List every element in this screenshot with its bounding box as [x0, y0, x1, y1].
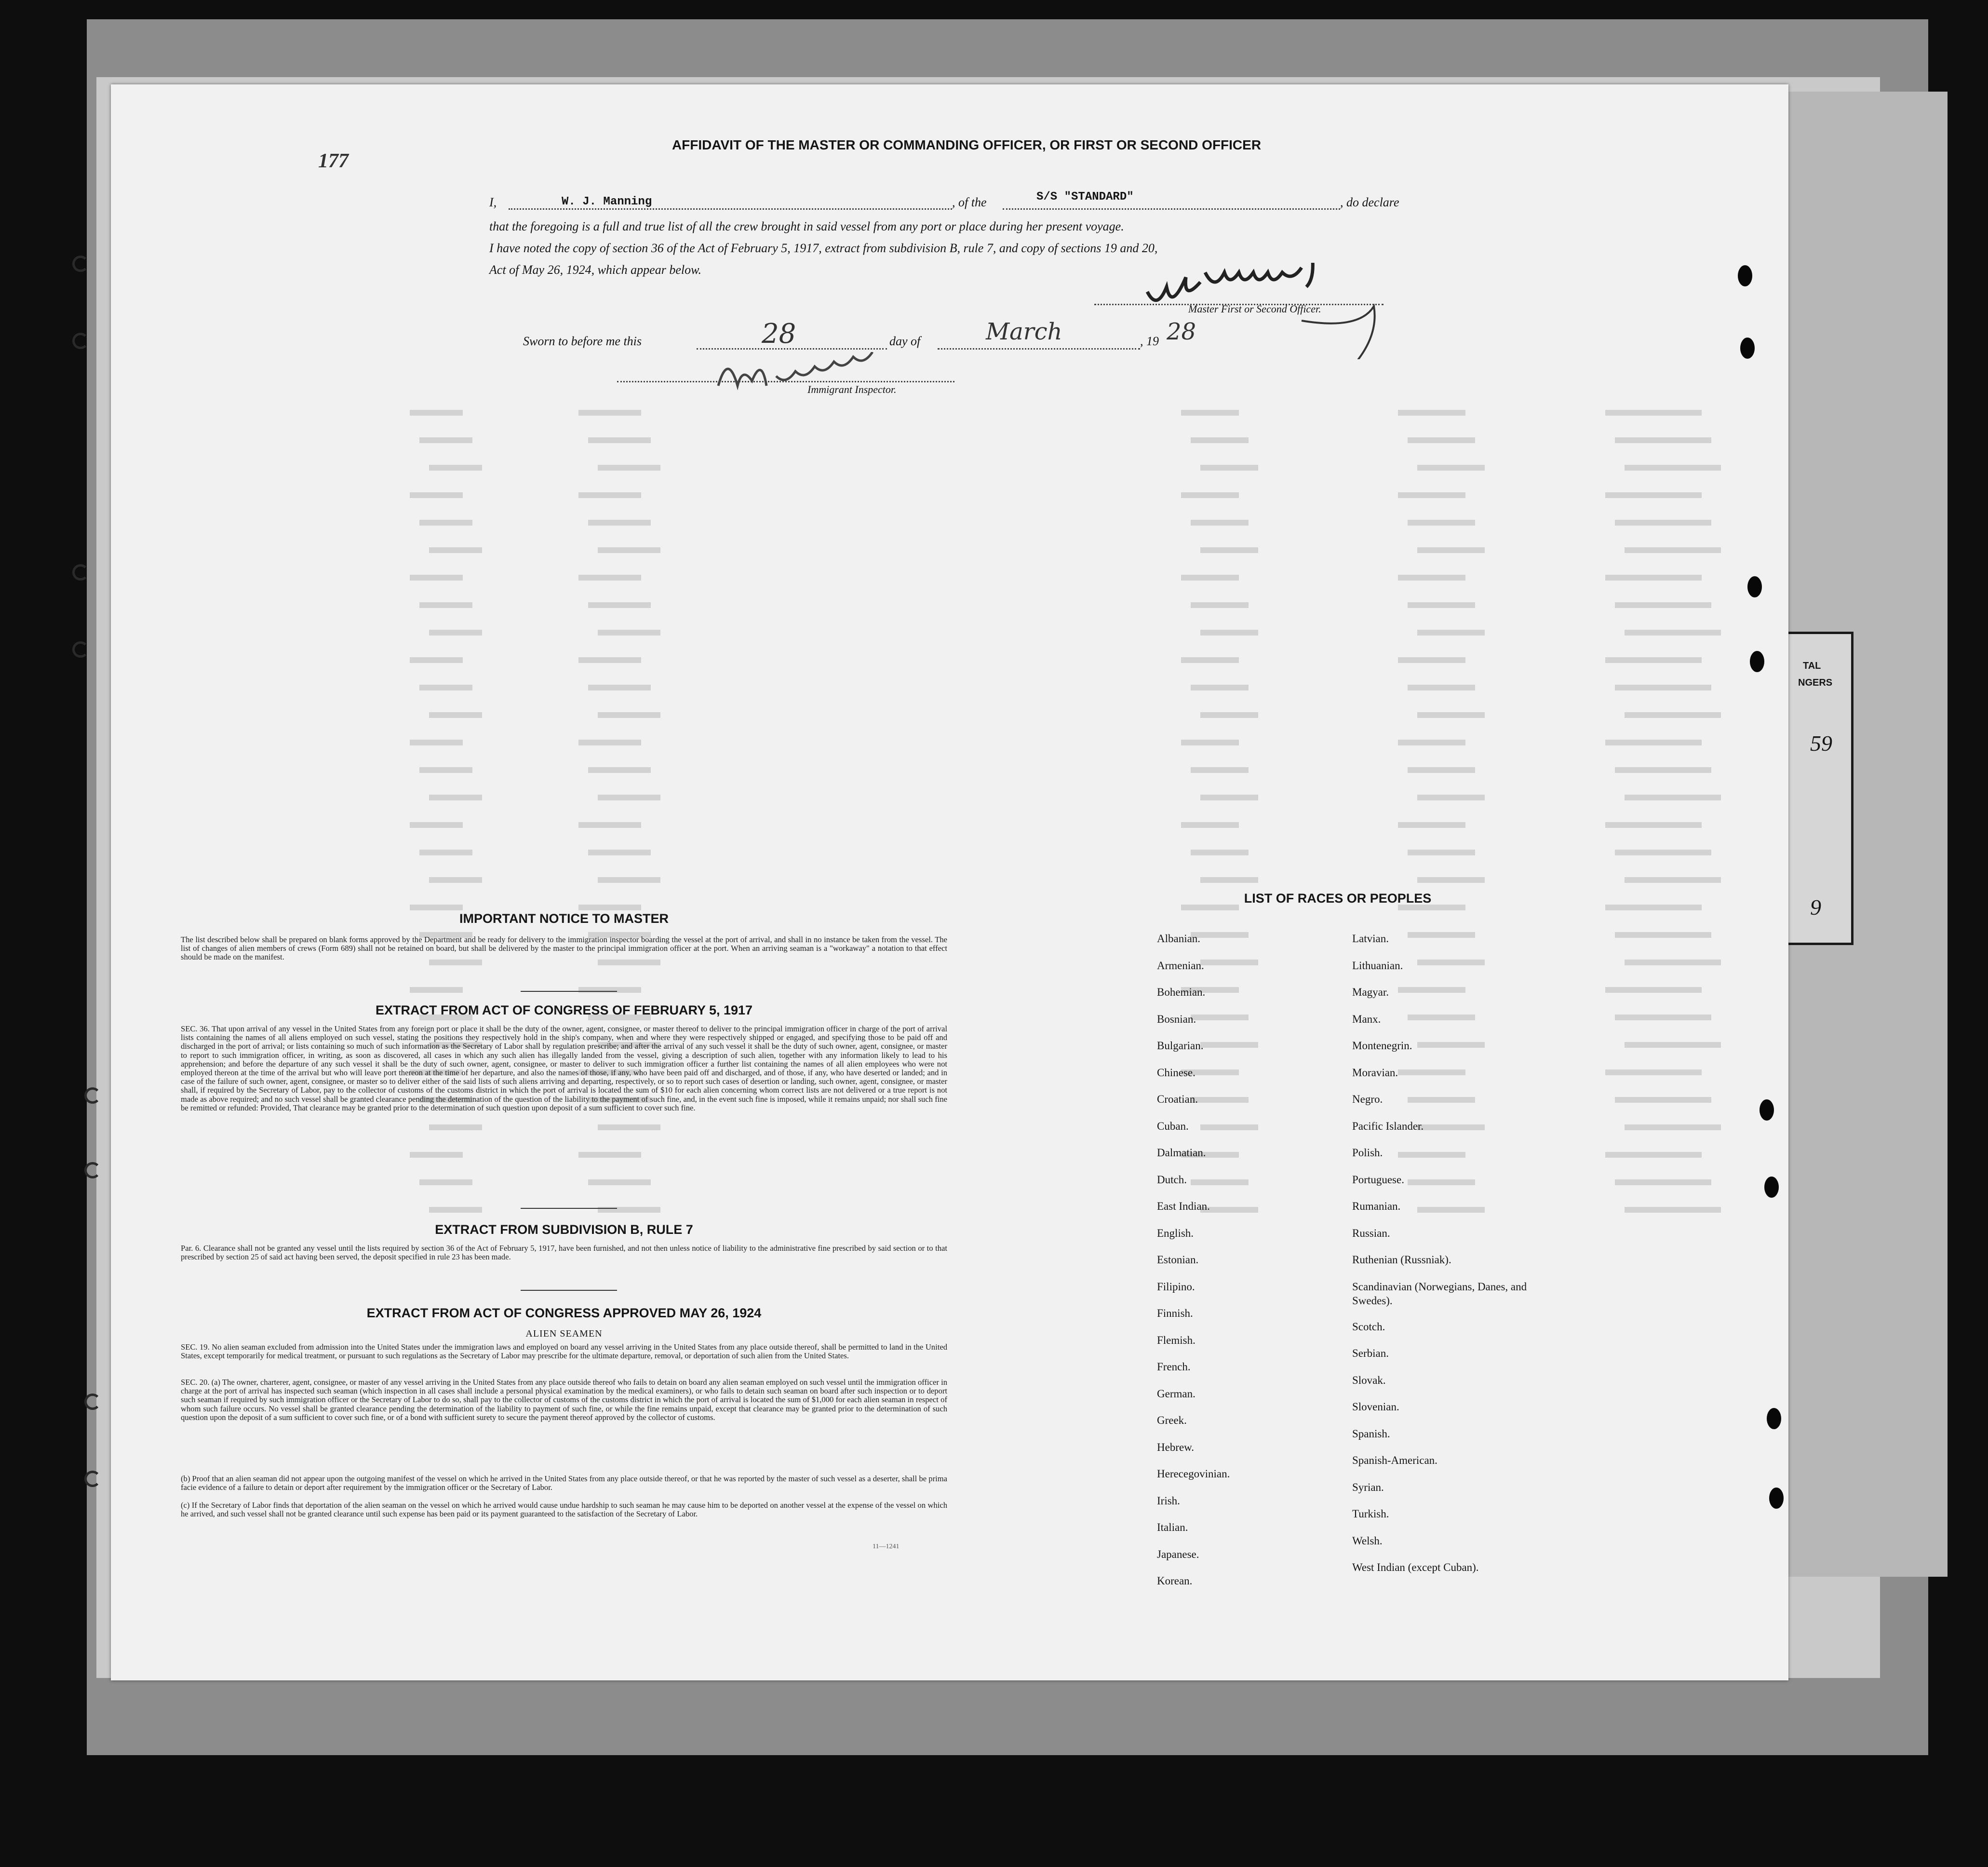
bleed-through-mark: [1398, 410, 1465, 416]
race-item: Ruthenian (Russniak).: [1352, 1254, 1451, 1266]
sworn-day: 28: [762, 318, 796, 350]
divider: [521, 1208, 617, 1209]
bleed-through-mark: [1625, 960, 1721, 965]
bleed-through-mark: [578, 410, 641, 416]
bleed-through-mark: [1200, 547, 1258, 553]
race-item: Bohemian.: [1157, 986, 1206, 998]
sec20a-text: SEC. 20. (a) The owner, charterer, agent, consignee, or master of any vessel arriving in the United States from any place outside thereof who fails to detain on board any alien seaman employed on such vessel until the immigration officer in charge at the port of arrival has inspected such seaman (which inspection in all cases shall include a personal physical examination by the medical examiners), or who fails to detain such seaman on board after such inspection or to deport such seaman if required by such immigration officer or the Secretary of Labor to do so, shall pay to the collector of customs of the customs district in which the port of arrival is located the sum of $1,000 for each alien seaman in respect of whom such failure occurs. No vessel shall be granted clearance pending the determination of the liability to payment of such fine, or while the fine remains unpaid, except that clearance may be granted prior to the determination of such question upon the deposit of a sum sufficient to cover such fine, or of a bond with sufficient surety to secure the payment thereof approved by the collector of customs.: [181, 1378, 947, 1422]
bleed-through-mark: [429, 712, 482, 718]
affidavit-line-2: that the foregoing is a full and true list of all the crew brought in said vessel from any port or place during her present voyage.: [489, 219, 1124, 233]
bleed-through-mark: [598, 465, 660, 471]
form-code: 11—1241: [873, 1543, 900, 1550]
sworn-year: 28: [1167, 318, 1196, 345]
race-item: Flemish.: [1157, 1334, 1195, 1346]
bleed-through-mark: [1417, 547, 1485, 553]
notice-heading: IMPORTANT NOTICE TO MASTER: [459, 911, 669, 926]
binder-ring-icon: [84, 1087, 101, 1104]
race-item: West Indian (except Cuban).: [1352, 1561, 1479, 1574]
do-declare-label: , do declare: [1340, 195, 1399, 209]
bleed-through-mark: [1408, 437, 1475, 443]
year-prefix: , 19: [1140, 334, 1159, 348]
bleed-through-mark: [1605, 492, 1702, 498]
bleed-through-mark: [1408, 767, 1475, 773]
binder-ring-icon: [72, 333, 89, 349]
bleed-through-mark: [1200, 877, 1258, 883]
bleed-through-mark: [1191, 767, 1249, 773]
bleed-through-mark: [1625, 1124, 1721, 1130]
rule7-text: Par. 6. Clearance shall not be granted any vessel until the lists required by section 36 of the Act of February 5, 1917, have been furnished, and not then unless notice of liability to the administrative fine prescribed by said section or to that prescribed by section 25 of said act having been served, the deposit specified in rule 23 has been made.: [181, 1244, 947, 1262]
page-number: 177: [318, 150, 349, 172]
bleed-through-mark: [1181, 657, 1239, 663]
extract-1917-heading: EXTRACT FROM ACT OF CONGRESS OF FEBRUARY 5, 1917: [375, 1003, 753, 1017]
bleed-through-mark: [1605, 1069, 1702, 1075]
total-count-top: 59: [1810, 731, 1832, 756]
race-item: Croatian.: [1157, 1093, 1198, 1105]
bleed-through-mark: [410, 987, 463, 993]
bleed-through-mark: [1191, 1015, 1249, 1020]
bleed-through-mark: [429, 795, 482, 800]
bleed-through-mark: [1417, 630, 1485, 636]
bleed-through-mark: [1398, 822, 1465, 828]
bleed-through-mark: [429, 1124, 482, 1130]
affidavit-line-4: Act of May 26, 1924, which appear below.: [489, 263, 702, 277]
extract-1924-heading: EXTRACT FROM ACT OF CONGRESS APPROVED MAY 26, 1924: [366, 1306, 762, 1320]
bleed-through-mark: [588, 602, 651, 608]
race-item: Dalmatian.: [1157, 1147, 1206, 1159]
race-item: Filipino.: [1157, 1280, 1195, 1293]
race-item: Portuguese.: [1352, 1173, 1404, 1186]
race-item: Scandinavian (Norwegians, Danes, and Swedes).: [1352, 1280, 1527, 1307]
bleed-through-mark: [598, 1124, 660, 1130]
bleed-through-mark: [578, 822, 641, 828]
bleed-through-mark: [578, 657, 641, 663]
race-item: Serbian.: [1352, 1347, 1389, 1360]
race-item: Spanish-American.: [1352, 1454, 1437, 1467]
bleed-through-mark: [1417, 1207, 1485, 1213]
bleed-through-mark: [410, 1152, 463, 1158]
race-item: Russian.: [1352, 1227, 1390, 1239]
race-item: East Indian.: [1157, 1200, 1210, 1212]
bleed-through-mark: [1408, 602, 1475, 608]
bleed-through-mark: [410, 492, 463, 498]
bleed-through-mark: [1605, 657, 1702, 663]
bleed-through-mark: [429, 547, 482, 553]
race-item: English.: [1157, 1227, 1194, 1239]
sworn-label: Sworn to before me this: [523, 334, 642, 348]
race-item: Japanese.: [1157, 1548, 1199, 1560]
race-item: Latvian.: [1352, 933, 1389, 945]
bleed-through-mark: [1191, 520, 1249, 526]
bleed-through-mark: [419, 437, 472, 443]
race-item: Greek.: [1157, 1414, 1187, 1426]
total-passengers-box: [1784, 632, 1854, 945]
bleed-through-mark: [578, 1152, 641, 1158]
race-item: Italian.: [1157, 1521, 1188, 1533]
bleed-through-mark: [1417, 712, 1485, 718]
bleed-through-mark: [1191, 602, 1249, 608]
divider: [521, 991, 617, 992]
race-item: Bosnian.: [1157, 1013, 1196, 1025]
total-label: TAL: [1803, 661, 1821, 671]
bleed-through-mark: [588, 850, 651, 855]
bleed-through-mark: [1398, 492, 1465, 498]
race-item: Manx.: [1352, 1013, 1381, 1025]
divider: [521, 1290, 617, 1291]
bleed-through-mark: [1181, 410, 1239, 416]
race-item: Pacific Islander.: [1352, 1120, 1424, 1132]
bleed-through-mark: [1605, 1152, 1702, 1158]
bleed-through-mark: [419, 850, 472, 855]
bleed-through-mark: [1615, 850, 1711, 855]
bleed-through-mark: [1398, 657, 1465, 663]
bleed-through-mark: [578, 492, 641, 498]
bleed-through-mark: [1417, 1124, 1485, 1130]
punch-hole-icon: [1767, 1408, 1781, 1429]
sec20b-text: (b) Proof that an alien seaman did not appear upon the outgoing manifest of the vessel on which he arrived in the United States from any place outside thereof, or that he was reported by the master of such vessel as a deserter, shall be prima facie evidence of a failure to detain or deport after requirement by the immigration officer or the Secretary of Labor.: [181, 1474, 947, 1492]
race-item: Montenegrin.: [1352, 1040, 1412, 1052]
bleed-through-mark: [588, 767, 651, 773]
race-item: Welsh.: [1352, 1534, 1383, 1547]
bleed-through-mark: [1615, 437, 1711, 443]
bleed-through-mark: [1398, 987, 1465, 993]
bleed-through-mark: [1605, 905, 1702, 910]
bleed-through-mark: [1417, 465, 1485, 471]
affidavit-title: AFFIDAVIT OF THE MASTER OR COMMANDING OFFICER, OR FIRST OR SECOND OFFICER: [672, 137, 1262, 152]
bleed-through-mark: [429, 630, 482, 636]
bleed-through-mark: [598, 877, 660, 883]
binder-ring-icon: [72, 564, 89, 581]
binder-ring-icon: [84, 1162, 101, 1178]
bleed-through-mark: [1625, 547, 1721, 553]
race-item: Slovak.: [1352, 1374, 1386, 1386]
bleed-through-mark: [1408, 685, 1475, 690]
bleed-through-mark: [1615, 602, 1711, 608]
bleed-through-mark: [1181, 822, 1239, 828]
bleed-through-mark: [419, 1179, 472, 1185]
bleed-through-mark: [1615, 1015, 1711, 1020]
bleed-through-mark: [578, 575, 641, 581]
races-title: LIST OF RACES OR PEOPLES: [1244, 891, 1432, 906]
bleed-through-mark: [1191, 1179, 1249, 1185]
race-item: Herecegovinian.: [1157, 1468, 1230, 1480]
bleed-through-mark: [1191, 685, 1249, 690]
bleed-through-mark: [419, 767, 472, 773]
bleed-through-mark: [429, 1207, 482, 1213]
vessel-name: S/S "STANDARD": [1036, 190, 1134, 203]
bleed-through-mark: [1191, 850, 1249, 855]
bleed-through-mark: [1605, 740, 1702, 745]
race-item: Syrian.: [1352, 1481, 1384, 1493]
bleed-through-mark: [1625, 712, 1721, 718]
binder-ring-icon: [72, 641, 89, 658]
name-underline: [509, 208, 952, 210]
bleed-through-mark: [1408, 932, 1475, 938]
bleed-through-mark: [578, 987, 641, 993]
bleed-through-mark: [1615, 1097, 1711, 1103]
race-item: Chinese.: [1157, 1066, 1195, 1079]
bleed-through-mark: [1398, 575, 1465, 581]
bleed-through-mark: [1605, 822, 1702, 828]
inspector-caption: Immigrant Inspector.: [807, 383, 897, 395]
bleed-through-mark: [578, 740, 641, 745]
bleed-through-mark: [1200, 1124, 1258, 1130]
bleed-through-mark: [1408, 1015, 1475, 1020]
race-item: Bulgarian.: [1157, 1040, 1204, 1052]
bleed-through-mark: [1181, 492, 1239, 498]
bleed-through-mark: [410, 822, 463, 828]
bleed-through-mark: [598, 630, 660, 636]
bleed-through-mark: [1200, 795, 1258, 800]
bleed-through-mark: [410, 575, 463, 581]
bleed-through-mark: [1398, 740, 1465, 745]
bleed-through-mark: [1200, 712, 1258, 718]
race-item: Scotch.: [1352, 1320, 1385, 1333]
race-item: Spanish.: [1352, 1427, 1390, 1440]
race-item: Albanian.: [1157, 933, 1201, 945]
bleed-through-mark: [598, 547, 660, 553]
bleed-through-mark: [1605, 987, 1702, 993]
bleed-through-mark: [588, 520, 651, 526]
bleed-through-mark: [1615, 1179, 1711, 1185]
bleed-through-mark: [1605, 410, 1702, 416]
bleed-through-mark: [1625, 630, 1721, 636]
race-item: Turkish.: [1352, 1508, 1389, 1520]
sworn-month-underline: [938, 348, 1140, 350]
bleed-through-mark: [1615, 520, 1711, 526]
day-of-label: day of: [889, 334, 921, 348]
punch-hole-icon: [1764, 1177, 1779, 1198]
binder-ring-icon: [84, 1393, 101, 1410]
race-item: Polish.: [1352, 1147, 1383, 1159]
rule7-heading: EXTRACT FROM SUBDIVISION B, RULE 7: [435, 1222, 693, 1237]
punch-hole-icon: [1747, 576, 1762, 597]
bleed-through-mark: [598, 795, 660, 800]
alien-seamen-subheading: ALIEN SEAMEN: [525, 1328, 603, 1339]
sworn-month: March: [986, 318, 1062, 345]
bleed-through-mark: [1625, 1207, 1721, 1213]
race-item: Korean.: [1157, 1575, 1193, 1587]
affidavit-page: [111, 84, 1788, 1680]
bleed-through-mark: [1625, 465, 1721, 471]
binder-ring-icon: [72, 256, 89, 272]
affidavit-i-label: I,: [489, 195, 497, 209]
bleed-through-mark: [410, 740, 463, 745]
race-item: Rumanian.: [1352, 1200, 1401, 1212]
extract-1917-text: SEC. 36. That upon arrival of any vessel in the United States from any foreign port or place it shall be the duty of the owner, agent, consignee, or master thereof to deliver to the principal immigration officer in charge of the port of arrival lists containing the names of all aliens employed on such vessel, stating the positions they respectively hold in the ship's company, when and where they were respectively shipped or engaged, and specifying those to be paid off and discharged in the port of arrival; or lists containing so much of such information as the Secretary of Labor shall by regulation prescribe; and after the arrival of any such vessel it shall be the duty of such owner, agent, consignee, or master to report to such immigration officer, in writing, as soon as discovered, all cases in which any such alien has illegally landed from the vessel, giving a description of such alien, together with any information likely to lead to his apprehension; and before the departure of any such vessel it shall be the duty of such owner, agent, consignee, or master to deliver to such immigration officer a further list containing the names of all alien employees who were not employed thereon at the time of the arrival but who will leave port thereon at the time of her departure, and also the names of those, if any, who have been paid off and discharged, and of those, if any, who have deserted or landed; and in case of the failure of such owner, agent, consignee, or master so to deliver either of the said lists of such aliens arriving and departing, respectively, or so to report such cases of desertion or landing, such owner, agent, consignee, or master shall, if required by the Secretary of Labor, pay to the collector of customs of the customs district in which the port of arrival is located the sum of $10 for each alien concerning whom correct lists are not delivered or a true report is not made as above required; and no such vessel shall be granted clearance pending the determination of the question of the liability to the payment of such fine, and, in the event such fine is imposed, while it remains unpaid; nor shall such fine be remitted or refunded: Provided, That clearance may be granted prior to the determination of such question upon deposit of a sum sufficient to cover such fine.: [181, 1024, 947, 1112]
race-item: Negro.: [1352, 1093, 1383, 1105]
bleed-through-mark: [1417, 960, 1485, 965]
bleed-through-mark: [588, 685, 651, 690]
bleed-through-mark: [1625, 795, 1721, 800]
race-item: French.: [1157, 1361, 1191, 1373]
bleed-through-mark: [1615, 767, 1711, 773]
signer-caption: Master First or Second Officer.: [1188, 303, 1321, 315]
bleed-through-mark: [1408, 520, 1475, 526]
bleed-through-mark: [1615, 685, 1711, 690]
inspector-underline: [617, 381, 954, 382]
bleed-through-mark: [410, 410, 463, 416]
bleed-through-mark: [1625, 1042, 1721, 1048]
punch-hole-icon: [1750, 651, 1764, 672]
punch-hole-icon: [1740, 338, 1755, 359]
bleed-through-mark: [1417, 877, 1485, 883]
race-item: Estonian.: [1157, 1254, 1199, 1266]
master-name: W. J. Manning: [562, 195, 652, 208]
bleed-through-mark: [1605, 575, 1702, 581]
race-item: Finnish.: [1157, 1307, 1193, 1319]
bleed-through-mark: [1408, 850, 1475, 855]
punch-hole-icon: [1760, 1099, 1774, 1121]
sec19-text: SEC. 19. No alien seaman excluded from admission into the United States under the immigration laws and employed on board any vessel arriving in the United States from any place outside thereof, shall be permitted to land in the United States, except temporarily for medical treatment, or pursuant to such regulations as the Secretary of Labor may prescribe for the ultimate departure, removal, or deportation of such alien from the United States.: [181, 1342, 947, 1361]
bleed-through-mark: [1615, 932, 1711, 938]
bleed-through-mark: [1398, 1152, 1465, 1158]
bleed-through-mark: [1191, 437, 1249, 443]
race-item: Moravian.: [1352, 1066, 1398, 1079]
bleed-through-mark: [419, 602, 472, 608]
bleed-through-mark: [429, 877, 482, 883]
affidavit-line-3: I have noted the copy of section 36 of the Act of February 5, 1917, extract from subdivision B, rule 7, and copy of sections 19 and 20,: [489, 241, 1158, 255]
race-item: Lithuanian.: [1352, 959, 1403, 972]
bleed-through-mark: [419, 520, 472, 526]
bleed-through-mark: [1200, 1042, 1258, 1048]
bleed-through-mark: [410, 657, 463, 663]
bleed-through-mark: [1408, 1097, 1475, 1103]
bleed-through-mark: [1200, 465, 1258, 471]
race-item: Armenian.: [1157, 959, 1204, 972]
bleed-through-mark: [598, 712, 660, 718]
bleed-through-mark: [1417, 795, 1485, 800]
of-the-label: , of the: [952, 195, 987, 209]
vessel-underline: [1003, 208, 1340, 210]
bleed-through-mark: [1181, 740, 1239, 745]
bleed-through-mark: [410, 905, 463, 910]
bleed-through-mark: [429, 465, 482, 471]
bleed-through-mark: [1200, 960, 1258, 965]
race-item: Irish.: [1157, 1494, 1180, 1507]
bleed-through-mark: [588, 1179, 651, 1185]
sec20c-text: (c) If the Secretary of Labor finds that deportation of the alien seaman on the vessel on which he arrived would cause undue hardship to such seaman he may cause him to be deported on another vessel at the expense of the vessel on which he arrived, and such vessel shall not be granted clearance until such expense has been paid or its payment guaranteed to the satisfaction of the Secretary of Labor.: [181, 1501, 947, 1519]
race-item: Magyar.: [1352, 986, 1389, 998]
race-item: Dutch.: [1157, 1173, 1187, 1186]
bleed-through-mark: [419, 685, 472, 690]
passengers-label: NGERS: [1798, 677, 1833, 688]
punch-hole-icon: [1769, 1488, 1784, 1509]
race-item: Hebrew.: [1157, 1441, 1195, 1453]
bleed-through-mark: [1408, 1179, 1475, 1185]
bleed-through-mark: [1191, 1097, 1249, 1103]
bleed-through-mark: [1625, 877, 1721, 883]
bleed-through-mark: [1398, 1069, 1465, 1075]
bleed-through-mark: [1417, 1042, 1485, 1048]
bleed-through-mark: [588, 437, 651, 443]
total-count-bottom: 9: [1810, 895, 1821, 920]
race-item: Slovenian.: [1352, 1401, 1399, 1413]
race-item: Cuban.: [1157, 1120, 1189, 1132]
bleed-through-mark: [1181, 575, 1239, 581]
punch-hole-icon: [1738, 265, 1752, 286]
bleed-through-mark: [578, 905, 641, 910]
binder-ring-icon: [84, 1471, 101, 1487]
notice-text: The list described below shall be prepared on blank forms approved by the Department and be ready for delivery to the immigration inspector boarding the vessel at the port of arrival, and shall in no instance be taken from the vessel. The list of changes of alien members of crews (Form 689) shall not be retained on board, but shall be delivered by the master to the principal immigration officer at the port. When an arriving seaman is a "workaway" a notation to that effect should be made on the manifest.: [181, 935, 947, 962]
bleed-through-mark: [1200, 630, 1258, 636]
race-item: German.: [1157, 1387, 1195, 1400]
